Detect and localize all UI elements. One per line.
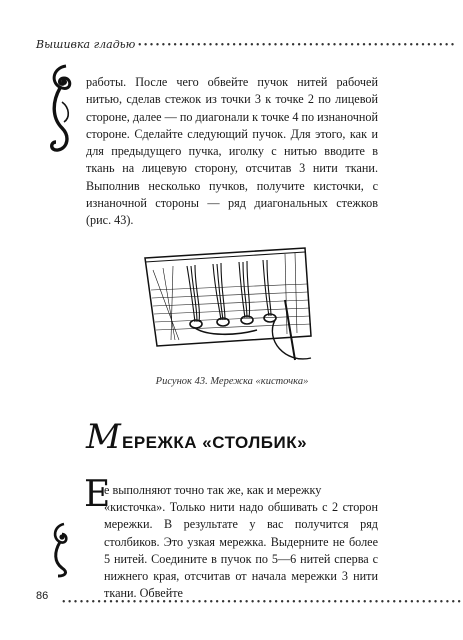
paragraph-2-first-line: е выполняют точно так же, как и мережку (104, 483, 322, 497)
paragraph-2: «кисточка». Только нити надо обшивать с 2 сторон мережки. В результате у вас получится ряд столбиков. Это узкая мережка. Выдерните не более 5 нитей. Соедините в пучок по 5—6 нитей сперва с нижнего края, отсчитав от начала мережки 3 нити ткани. Обвейте (104, 500, 378, 601)
scroll-ornament-top (46, 62, 76, 156)
header-dotted-rule: •••••••••••••••••••••••••••••••••••••••••••••••••••••• (138, 40, 457, 51)
running-head: Вышивка гладью (36, 38, 136, 51)
section-title-text: ЕРЕЖКА «СТОЛБИК» (122, 433, 308, 452)
page-number: 86 (36, 590, 49, 602)
figure-43-illustration (135, 240, 320, 370)
paragraph-1: работы. После чего обвейте пучок нитей рабочей нитью, сделав стежок из точки 3 к точке 2 по лицевой стороне, далее — по диагонали к точке 4 по изнаночной стороне. Сделайте следующий пучок. Для этого, как и для предыдущего пучка, иголку с нитью вводите в ткань на лицевую сторону, отсчитав 3 нити ткани. Выполнив несколько пучков, получите кисточки, с изнаночной стороны — ряд диагональных стежков (рис. 43). (86, 75, 378, 228)
scroll-ornament-bottom (46, 520, 76, 578)
footer-dotted-rule: •••••••••••••••••••••••••••••••••••••••••••••••••••••••••••••••••••• (62, 597, 463, 608)
section-title (86, 419, 378, 457)
drop-cap: Е (84, 474, 111, 515)
section-title-initial: М (86, 417, 121, 457)
figure-caption: Рисунок 43. Мережка «кисточка» (155, 376, 309, 387)
